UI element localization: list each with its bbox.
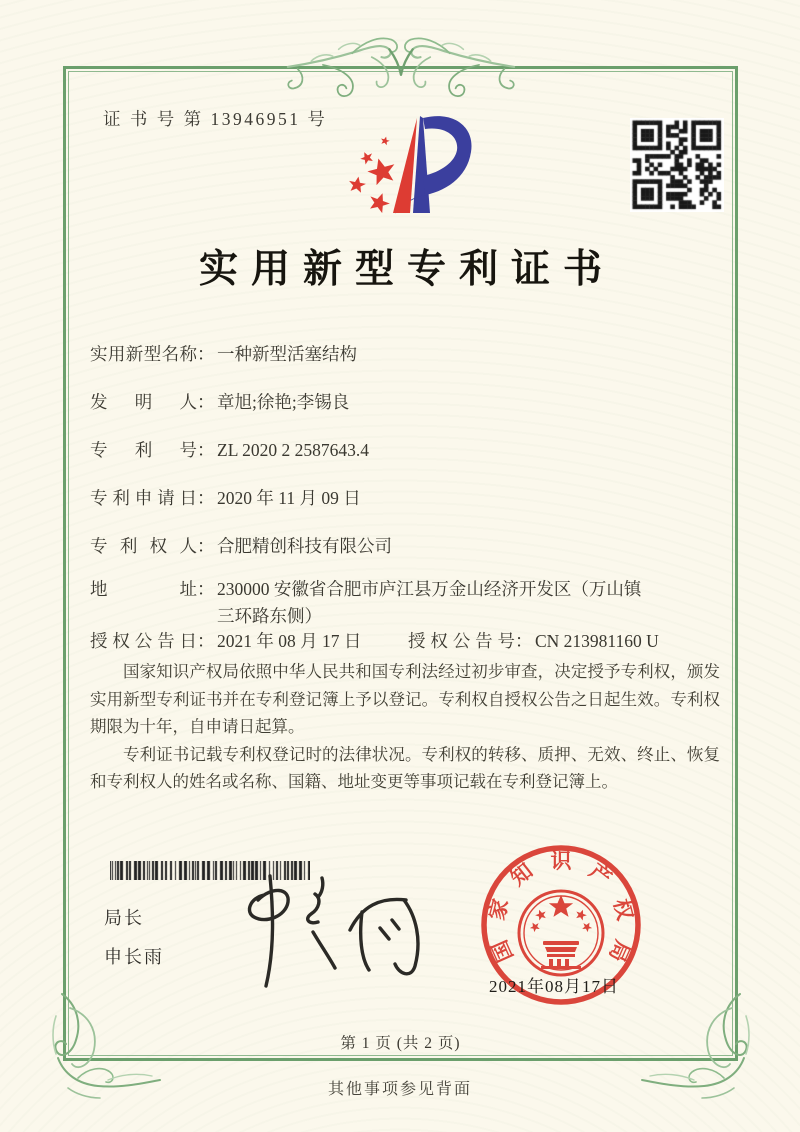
director-title: 局长 [104,908,144,928]
field-colon: ： [197,579,215,599]
certificate-number: 证 书 号 第 13946951 号 [103,109,328,129]
field-colon: ： [197,392,215,412]
cnipa-patent-logo-icon [333,106,503,238]
field-inventors [90,389,349,416]
field-utility-model-name [90,341,357,368]
field-label: 专利权人 [90,536,197,556]
field-label: 授权公告号 [408,631,515,651]
certificate-title: 实用新型专利证书 [198,248,615,291]
field-colon: ： [197,631,215,651]
seal-character: 国 [487,936,518,966]
field-value: 230000 安徽省合肥市庐江县万金山经济开发区（万山镇三环路东侧） [217,579,642,626]
page-number: 第 1 页 (共 2 页) [340,1035,461,1052]
field-patent-number [90,437,369,464]
back-side-note: 其他事项参见背面 [327,1081,472,1098]
top-flourish-ornament [281,24,521,102]
field-colon: ： [197,440,215,460]
seal-character: 识 [550,849,572,873]
field-grant-number [408,628,659,655]
director-name: 申长雨 [104,947,164,967]
field-value: CN 213981160 U [535,631,659,651]
field-colon: ： [197,536,215,556]
seal-character: 家 [484,896,514,923]
national-emblem-icon [519,891,603,975]
legal-notice [90,658,720,796]
notice-paragraph-1: 国家知识产权局依照中华人民共和国专利法经过初步审查，决定授予专利权，颁发实用新型专利证书并在专利登记簿上予以登记。专利权自授权公告之日起生效。专利权期限为十年，自申请日起算。 [90,662,720,736]
seal-character: 知 [505,858,538,891]
field-application-date [90,485,361,512]
seal-character: 权 [608,896,638,923]
field-value: 一种新型活塞结构 [217,344,357,364]
notice-paragraph-2: 专利证书记载专利权登记时的法律状况。专利权的转移、质押、无效、终止、恢复和专利权人的姓名或名称、国籍、地址变更等事项记载在专利登记簿上。 [90,744,720,791]
seal-character: 产 [584,858,617,891]
field-grant-date [90,628,408,655]
field-value: 2020 年 11 月 09 日 [217,488,361,508]
field-value: 合肥精创科技有限公司 [217,536,392,556]
field-value: 2021 年 08 月 17 日 [217,631,362,651]
field-label: 专利号 [90,440,197,460]
field-colon: ： [197,344,215,364]
field-label: 专利申请日 [90,488,197,508]
field-grant-row [90,628,730,655]
field-colon: ： [515,631,533,651]
qr-code [630,118,724,212]
field-value: 章旭;徐艳;李锡良 [217,392,350,412]
field-label: 地址 [90,579,197,599]
field-label: 授权公告日 [90,631,197,651]
field-colon: ： [197,488,215,508]
director-block [104,904,164,982]
director-signature [212,870,442,995]
field-address [90,576,645,630]
seal-date: 2021年08月17日 [489,977,619,996]
field-value: ZL 2020 2 2587643.4 [217,440,369,460]
seal-character: 局 [604,936,635,966]
field-label: 实用新型名称 [90,344,197,364]
field-patentee [90,533,392,560]
field-label: 发明人 [90,392,197,412]
